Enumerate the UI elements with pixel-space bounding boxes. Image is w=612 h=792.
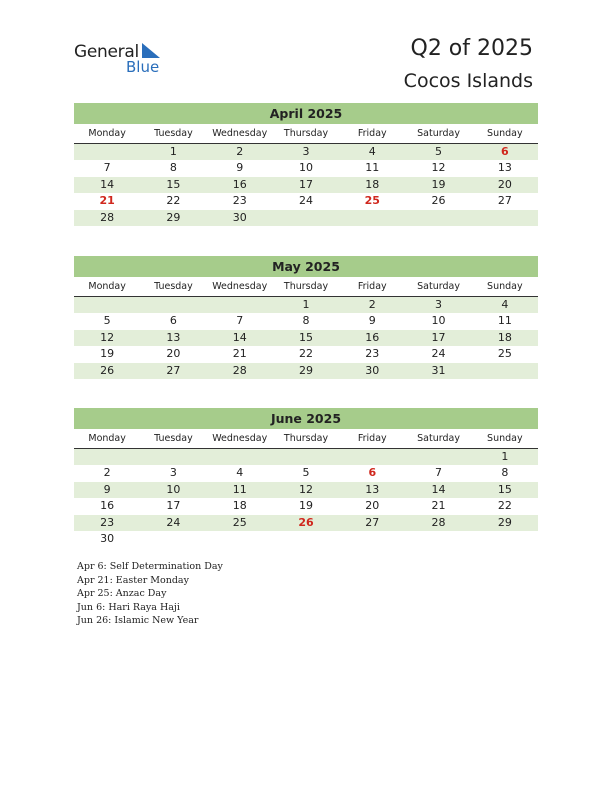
- holiday-note: Jun 26: Islamic New Year: [77, 615, 199, 627]
- month-header: June 2025: [74, 408, 538, 429]
- week-row: [74, 465, 538, 481]
- day-cell: 13: [166, 330, 181, 344]
- month-header: April 2025: [74, 103, 538, 124]
- page-subtitle: Cocos Islands: [403, 70, 533, 92]
- day-cell: 5: [302, 466, 310, 480]
- day-cell: [207, 531, 273, 547]
- day-cell: [74, 449, 140, 465]
- weekday-label: Saturday: [417, 281, 460, 292]
- day-cell: 26: [431, 194, 446, 208]
- day-cell: 20: [166, 347, 181, 361]
- day-cell: 15: [298, 330, 313, 344]
- day-cell: 14: [431, 482, 446, 496]
- day-cell: [472, 210, 538, 226]
- weekday-label: Thursday: [283, 281, 329, 292]
- day-cell: [339, 531, 405, 547]
- weekday-label: Friday: [357, 433, 387, 444]
- day-cell: 30: [232, 210, 247, 224]
- day-cell: 15: [497, 482, 512, 496]
- week-row: [74, 482, 538, 498]
- weekday-label: Sunday: [487, 281, 523, 292]
- day-cell: 26: [298, 515, 314, 529]
- week-row: [74, 449, 538, 465]
- day-cell: [273, 449, 339, 465]
- day-cell: 24: [431, 347, 446, 361]
- day-cell: [207, 449, 273, 465]
- day-cell: 17: [431, 330, 446, 344]
- weekday-label: Saturday: [417, 433, 460, 444]
- day-cell: 22: [166, 194, 181, 208]
- day-cell: 16: [365, 330, 380, 344]
- day-cell: 18: [497, 330, 512, 344]
- day-cell: 3: [169, 466, 177, 480]
- logo: [74, 42, 174, 78]
- day-cell: 21: [232, 347, 247, 361]
- day-cell: [472, 531, 538, 547]
- day-cell: 22: [497, 499, 512, 513]
- day-cell: 8: [169, 161, 177, 175]
- weekday-label: Sunday: [487, 128, 523, 139]
- weekday-label: Friday: [357, 128, 387, 139]
- day-cell: 16: [100, 499, 115, 513]
- day-cell: 14: [232, 330, 247, 344]
- day-cell: 1: [302, 298, 310, 311]
- weekday-label: Monday: [88, 281, 126, 292]
- week-row: [74, 313, 538, 329]
- day-cell: 1: [169, 145, 177, 158]
- logo-general-text: General: [74, 42, 139, 62]
- day-cell: 12: [431, 161, 446, 175]
- day-cell: 12: [298, 482, 313, 496]
- day-cell: 17: [166, 499, 181, 513]
- weekday-label: Tuesday: [154, 281, 193, 292]
- day-cell: 2: [103, 466, 111, 480]
- day-cell: [140, 297, 206, 313]
- day-cell: 11: [497, 314, 512, 328]
- day-cell: 27: [497, 194, 512, 208]
- day-cell: 9: [236, 161, 244, 175]
- day-cell: 11: [232, 482, 247, 496]
- week-row: [74, 515, 538, 531]
- day-cell: 19: [298, 499, 313, 513]
- day-cell: [74, 144, 140, 160]
- day-cell: 8: [302, 314, 310, 328]
- day-cell: 27: [365, 515, 380, 529]
- day-cell: 21: [99, 194, 115, 208]
- week-row: [74, 330, 538, 346]
- week-row: [74, 363, 538, 379]
- day-cell: 9: [368, 314, 376, 328]
- weekday-label: Saturday: [417, 128, 460, 139]
- day-cell: 31: [431, 363, 446, 377]
- day-cell: 23: [232, 194, 247, 208]
- day-cell: 10: [166, 482, 181, 496]
- day-cell: 10: [298, 161, 313, 175]
- weekday-label: Tuesday: [154, 433, 193, 444]
- day-cell: 8: [501, 466, 509, 480]
- day-cell: 14: [100, 177, 115, 191]
- weekday-label: Wednesday: [212, 281, 268, 292]
- holiday-note: Apr 21: Easter Monday: [77, 574, 189, 586]
- day-cell: 16: [232, 177, 247, 191]
- day-cell: 7: [103, 161, 111, 175]
- holiday-note: Jun 6: Hari Raya Haji: [77, 601, 180, 613]
- day-cell: [339, 449, 405, 465]
- day-cell: 13: [365, 482, 380, 496]
- day-cell: 26: [100, 363, 115, 377]
- day-cell: 29: [497, 515, 512, 529]
- day-cell: [339, 210, 405, 226]
- day-cell: [472, 363, 538, 379]
- week-row: [74, 297, 538, 313]
- day-cell: 30: [365, 363, 380, 377]
- day-cell: 28: [431, 515, 446, 529]
- day-cell: 1: [501, 450, 509, 463]
- day-cell: [207, 297, 273, 313]
- day-cell: 7: [236, 314, 244, 328]
- weekday-label: Thursday: [283, 128, 329, 139]
- day-cell: 7: [435, 466, 443, 480]
- day-cell: 3: [302, 145, 310, 158]
- day-cell: 29: [166, 210, 181, 224]
- week-row: [74, 210, 538, 226]
- day-cell: 4: [236, 466, 244, 480]
- day-cell: 28: [232, 363, 247, 377]
- day-cell: 28: [100, 210, 115, 224]
- page-title: Q2 of 2025: [410, 36, 533, 61]
- day-cell: 18: [365, 177, 380, 191]
- weekday-label: Wednesday: [212, 128, 268, 139]
- weekday-header-row: [74, 277, 538, 297]
- weekday-label: Monday: [88, 128, 126, 139]
- week-row: [74, 193, 538, 209]
- day-cell: [273, 210, 339, 226]
- day-cell: 10: [431, 314, 446, 328]
- day-cell: 24: [166, 515, 181, 529]
- day-cell: 4: [501, 298, 509, 311]
- weekday-label: Wednesday: [212, 433, 268, 444]
- day-cell: 23: [100, 515, 115, 529]
- day-cell: 5: [103, 314, 111, 328]
- day-cell: 25: [364, 194, 380, 208]
- weekday-header-row: [74, 124, 538, 144]
- day-cell: 13: [497, 161, 512, 175]
- month-header: May 2025: [74, 256, 538, 277]
- weekday-label: Monday: [88, 433, 126, 444]
- weekday-label: Tuesday: [154, 128, 193, 139]
- holiday-note: Apr 25: Anzac Day: [77, 588, 167, 600]
- week-row: [74, 144, 538, 160]
- weekday-label: Thursday: [283, 433, 329, 444]
- week-row: [74, 498, 538, 514]
- holiday-notes: [77, 560, 223, 628]
- day-cell: 22: [298, 347, 313, 361]
- month-calendar: [74, 408, 538, 547]
- day-cell: 19: [100, 347, 115, 361]
- day-cell: 19: [431, 177, 446, 191]
- day-cell: 25: [232, 515, 247, 529]
- day-cell: 20: [365, 499, 380, 513]
- day-cell: 6: [169, 314, 177, 328]
- weekday-label: Sunday: [487, 433, 523, 444]
- day-cell: 23: [365, 347, 380, 361]
- day-cell: 25: [497, 347, 512, 361]
- day-cell: 6: [368, 466, 377, 480]
- day-cell: 18: [232, 499, 247, 513]
- day-cell: 24: [298, 194, 313, 208]
- day-cell: [273, 531, 339, 547]
- day-cell: 9: [103, 482, 111, 496]
- week-row: [74, 346, 538, 362]
- day-cell: [405, 449, 471, 465]
- week-row: [74, 177, 538, 193]
- day-cell: 21: [431, 499, 446, 513]
- month-calendar: [74, 103, 538, 226]
- weekday-label: Friday: [357, 281, 387, 292]
- month-calendar: [74, 256, 538, 379]
- logo-blue-text: Blue: [126, 58, 160, 76]
- day-cell: 5: [435, 145, 443, 158]
- day-cell: 2: [368, 298, 376, 311]
- week-row: [74, 531, 538, 547]
- week-row: [74, 160, 538, 176]
- day-cell: 2: [236, 145, 244, 158]
- day-cell: [140, 531, 206, 547]
- day-cell: 30: [100, 531, 115, 545]
- weekday-header-row: [74, 429, 538, 449]
- day-cell: 3: [435, 298, 443, 311]
- day-cell: [405, 531, 471, 547]
- day-cell: 15: [166, 177, 181, 191]
- day-cell: 17: [298, 177, 313, 191]
- holiday-note: Apr 6: Self Determination Day: [77, 561, 223, 572]
- day-cell: 11: [365, 161, 380, 175]
- day-cell: 12: [100, 330, 115, 344]
- day-cell: [74, 297, 140, 313]
- day-cell: [140, 449, 206, 465]
- day-cell: 29: [298, 363, 313, 377]
- day-cell: 6: [501, 145, 509, 158]
- day-cell: [405, 210, 471, 226]
- day-cell: 20: [497, 177, 512, 191]
- day-cell: 27: [166, 363, 181, 377]
- day-cell: 4: [368, 145, 376, 158]
